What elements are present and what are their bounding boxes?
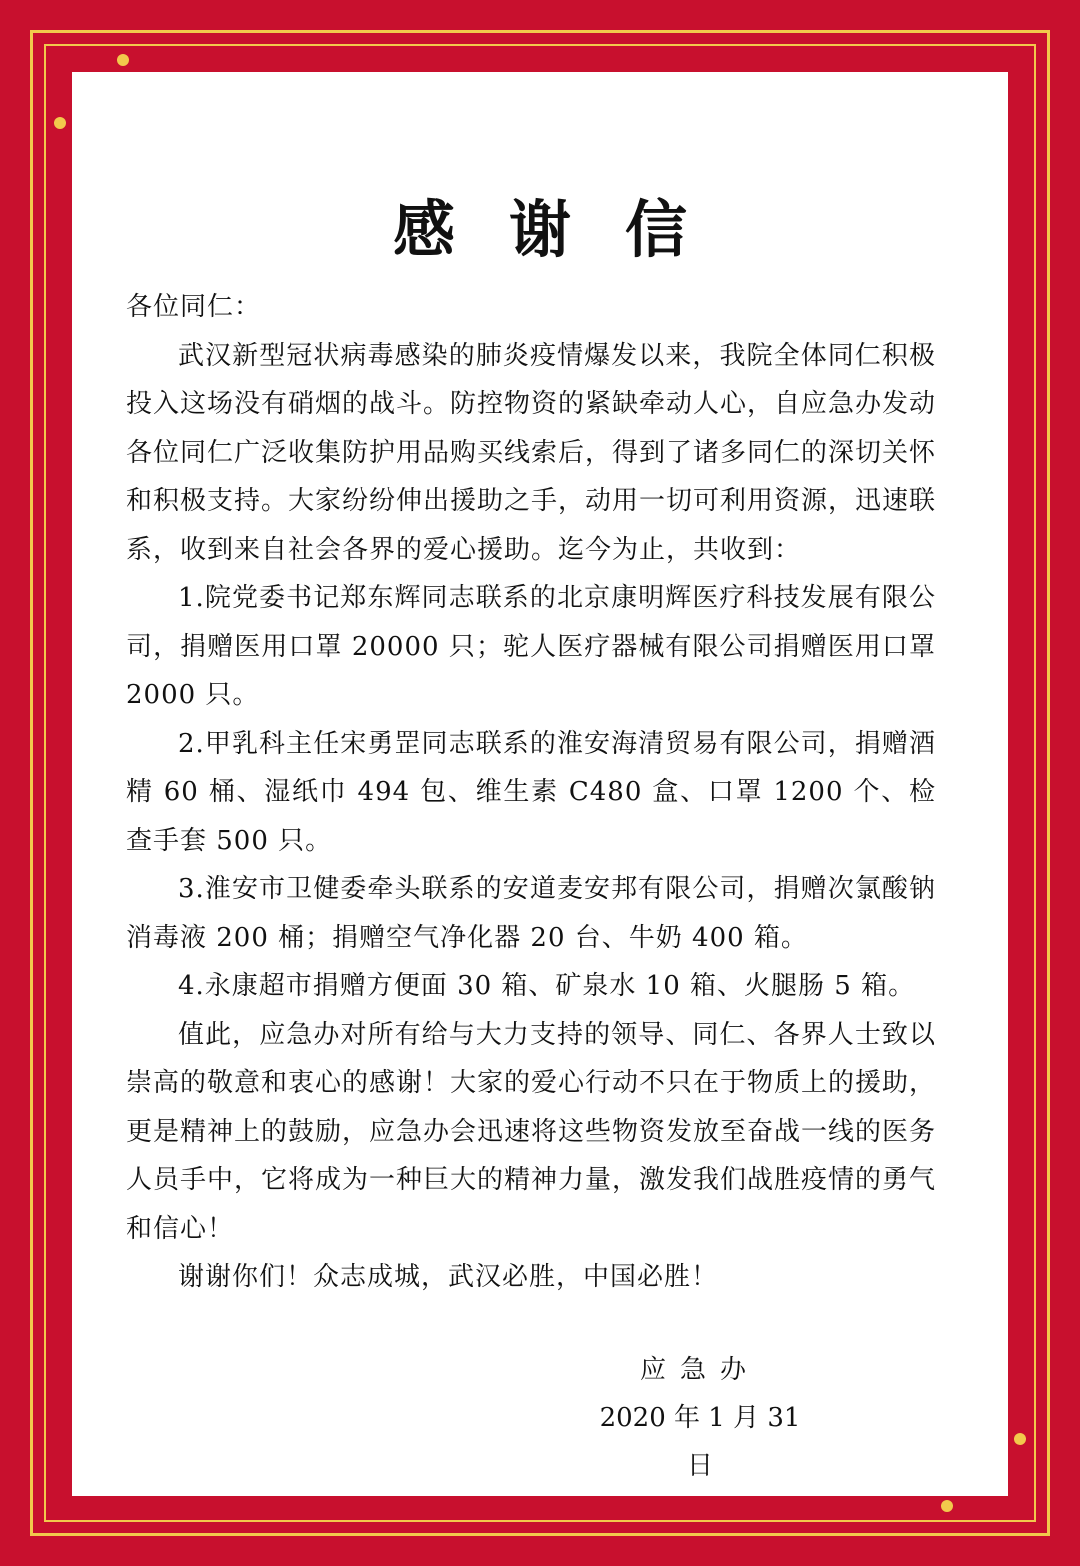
letter-body	[126, 283, 936, 1302]
gold-dot-ornament	[941, 1500, 953, 1512]
signature-block	[595, 1346, 805, 1490]
gold-dot-ornament	[1014, 1433, 1026, 1445]
paragraph-thanks: 值此，应急办对所有给与大力支持的领导、同仁、各界人士致以崇高的敬意和衷心的感谢！大家的爱心行动不只在于物质上的援助，更是精神上的鼓励，应急办会迅速将这些物资发放至奋战一线的医务人员手中，它将成为一种巨大的精神力量，激发我们战胜疫情的勇气和信心！	[126, 1019, 937, 1244]
gold-dot-ornament	[54, 117, 66, 129]
signature-org: 应急办	[639, 1355, 760, 1385]
signature-date: 2020 年 1 月 31 日	[599, 1403, 801, 1481]
paragraph-item-4: 4.永康超市捐赠方便面 30 箱、矿泉水 10 箱、火腿肠 5 箱。	[178, 971, 916, 1001]
gold-dot-ornament	[117, 54, 129, 66]
salutation: 各位同仁：	[126, 292, 262, 322]
letter-title: 感谢信	[392, 193, 741, 266]
paragraph-closing: 谢谢你们！众志成城，武汉必胜，中国必胜！	[178, 1262, 719, 1292]
paragraph-intro: 武汉新型冠状病毒感染的肺炎疫情爆发以来，我院全体同仁积极投入这场没有硝烟的战斗。防控物资的紧缺牵动人心，自应急办发动各位同仁广泛收集防护用品购买线索后，得到了诸多同仁的深切关怀和积极支持。大家纷纷伸出援助之手，动用一切可利用资源，迅速联系，收到来自社会各界的爱心援助。迄今为止，共收到：	[126, 340, 937, 565]
paragraph-item-2: 2.甲乳科主任宋勇罡同志联系的淮安海清贸易有限公司，捐赠酒精 60 桶、湿纸巾 494 包、维生素 C480 盒、口罩 1200 个、检查手套 500 只。	[126, 728, 936, 856]
paragraph-item-3: 3.淮安市卫健委牵头联系的安道麦安邦有限公司，捐赠次氯酸钠消毒液 200 桶；捐赠空气净化器 20 台、牛奶 400 箱。	[126, 874, 936, 953]
paragraph-item-1: 1.院党委书记郑东辉同志联系的北京康明辉医疗科技发展有限公司，捐赠医用口罩 20000 只；驼人医疗器械有限公司捐赠医用口罩 2000 只。	[126, 583, 936, 710]
